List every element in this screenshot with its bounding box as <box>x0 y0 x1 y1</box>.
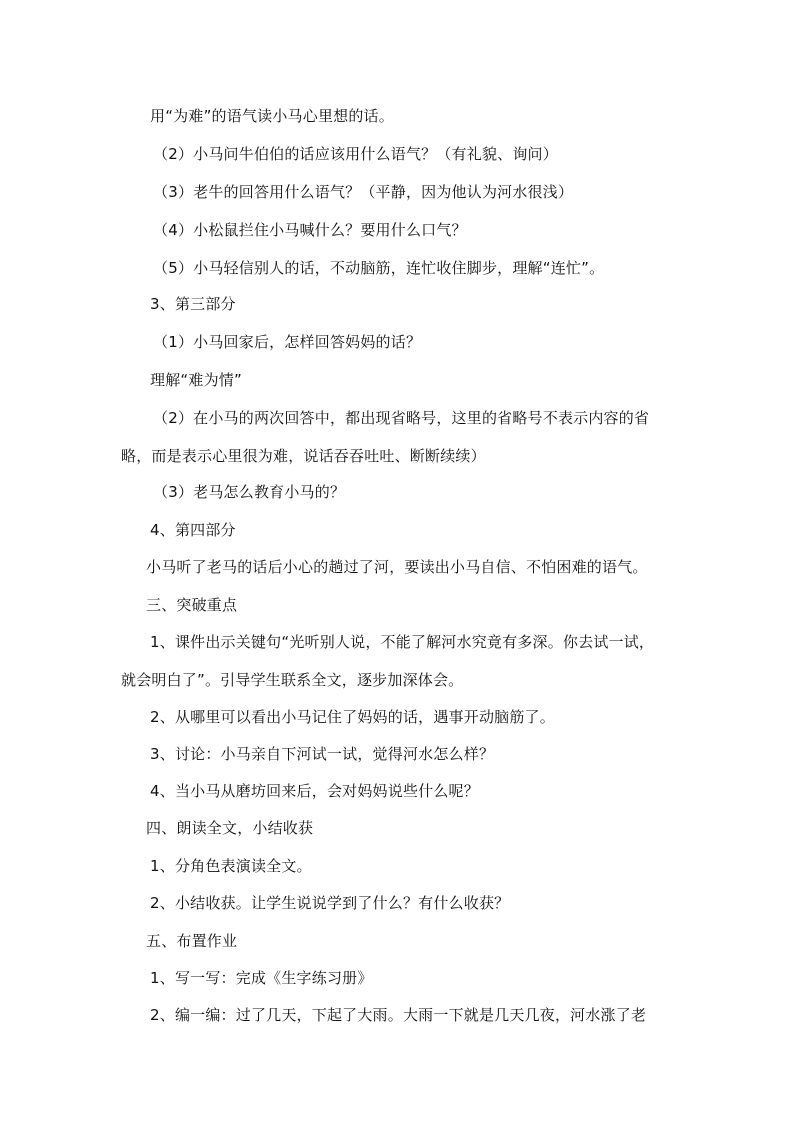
text-line-2: （2）小马问牛伯伯的话应该用什么语气？（有礼貌、询问） <box>153 145 558 163</box>
text-line-25: 2、编一编：过了几天，下起了大雨。大雨一下就是几天几夜，河水涨了老 <box>150 1006 647 1024</box>
section-heading-part-3: 3、第三部分 <box>150 295 236 313</box>
text-line-9: （2）在小马的两次回答中，都出现省略号，这里的省略号不表示内容的省 <box>153 409 650 427</box>
text-line-10: 略，而是表示心里很为难，说话吞吞吐吐、断断续续） <box>121 447 486 465</box>
text-line-16: 就会明白了”。引导学生联系全文，逐步加深体会。 <box>121 671 464 689</box>
section-heading-4: 四、朗读全文，小结收获 <box>146 819 314 837</box>
text-line-19: 4、当小马从磨坊回来后，会对妈妈说些什么呢？ <box>150 782 479 800</box>
text-line-22: 2、小结收获。让学生说说学到了什么？有什么收获？ <box>150 894 510 912</box>
text-line-11: （3）老马怎么教育小马的？ <box>153 483 346 501</box>
section-heading-part-4: 4、第四部分 <box>150 521 236 539</box>
text-line-15: 1、课件出示关键句“光听别人说，不能了解河水究竟有多深。你去试一试， <box>150 633 655 651</box>
text-line-1: 用“为难”的语气读小马心里想的话。 <box>150 107 394 125</box>
section-heading-3: 三、突破重点 <box>146 596 238 614</box>
text-line-21: 1、分角色表演读全文。 <box>150 857 312 875</box>
text-line-13: 小马听了老马的话后小心的趟过了河，要读出小马自信、不怕困难的语气。 <box>146 558 648 576</box>
text-line-7: （1）小马回家后，怎样回答妈妈的话？ <box>153 333 422 351</box>
text-line-18: 3、讨论：小马亲自下河试一试，觉得河水怎么样？ <box>150 745 495 763</box>
text-line-24: 1、写一写：完成《生字练习册》 <box>150 969 373 987</box>
text-line-5: （5）小马轻信别人的话，不动脑筋，连忙收住脚步，理解“连忙”。 <box>153 259 605 277</box>
text-line-4: （4）小松鼠拦住小马喊什么？要用什么口气？ <box>153 221 467 239</box>
section-heading-5: 五、布置作业 <box>146 932 238 950</box>
text-line-8: 理解“难为情” <box>150 371 242 389</box>
text-line-17: 2、从哪里可以看出小马记住了妈妈的话，遇事开动脑筋了。 <box>150 708 555 726</box>
text-line-3: （3）老牛的回答用什么语气？（平静，因为他认为河水很浅） <box>153 183 574 201</box>
